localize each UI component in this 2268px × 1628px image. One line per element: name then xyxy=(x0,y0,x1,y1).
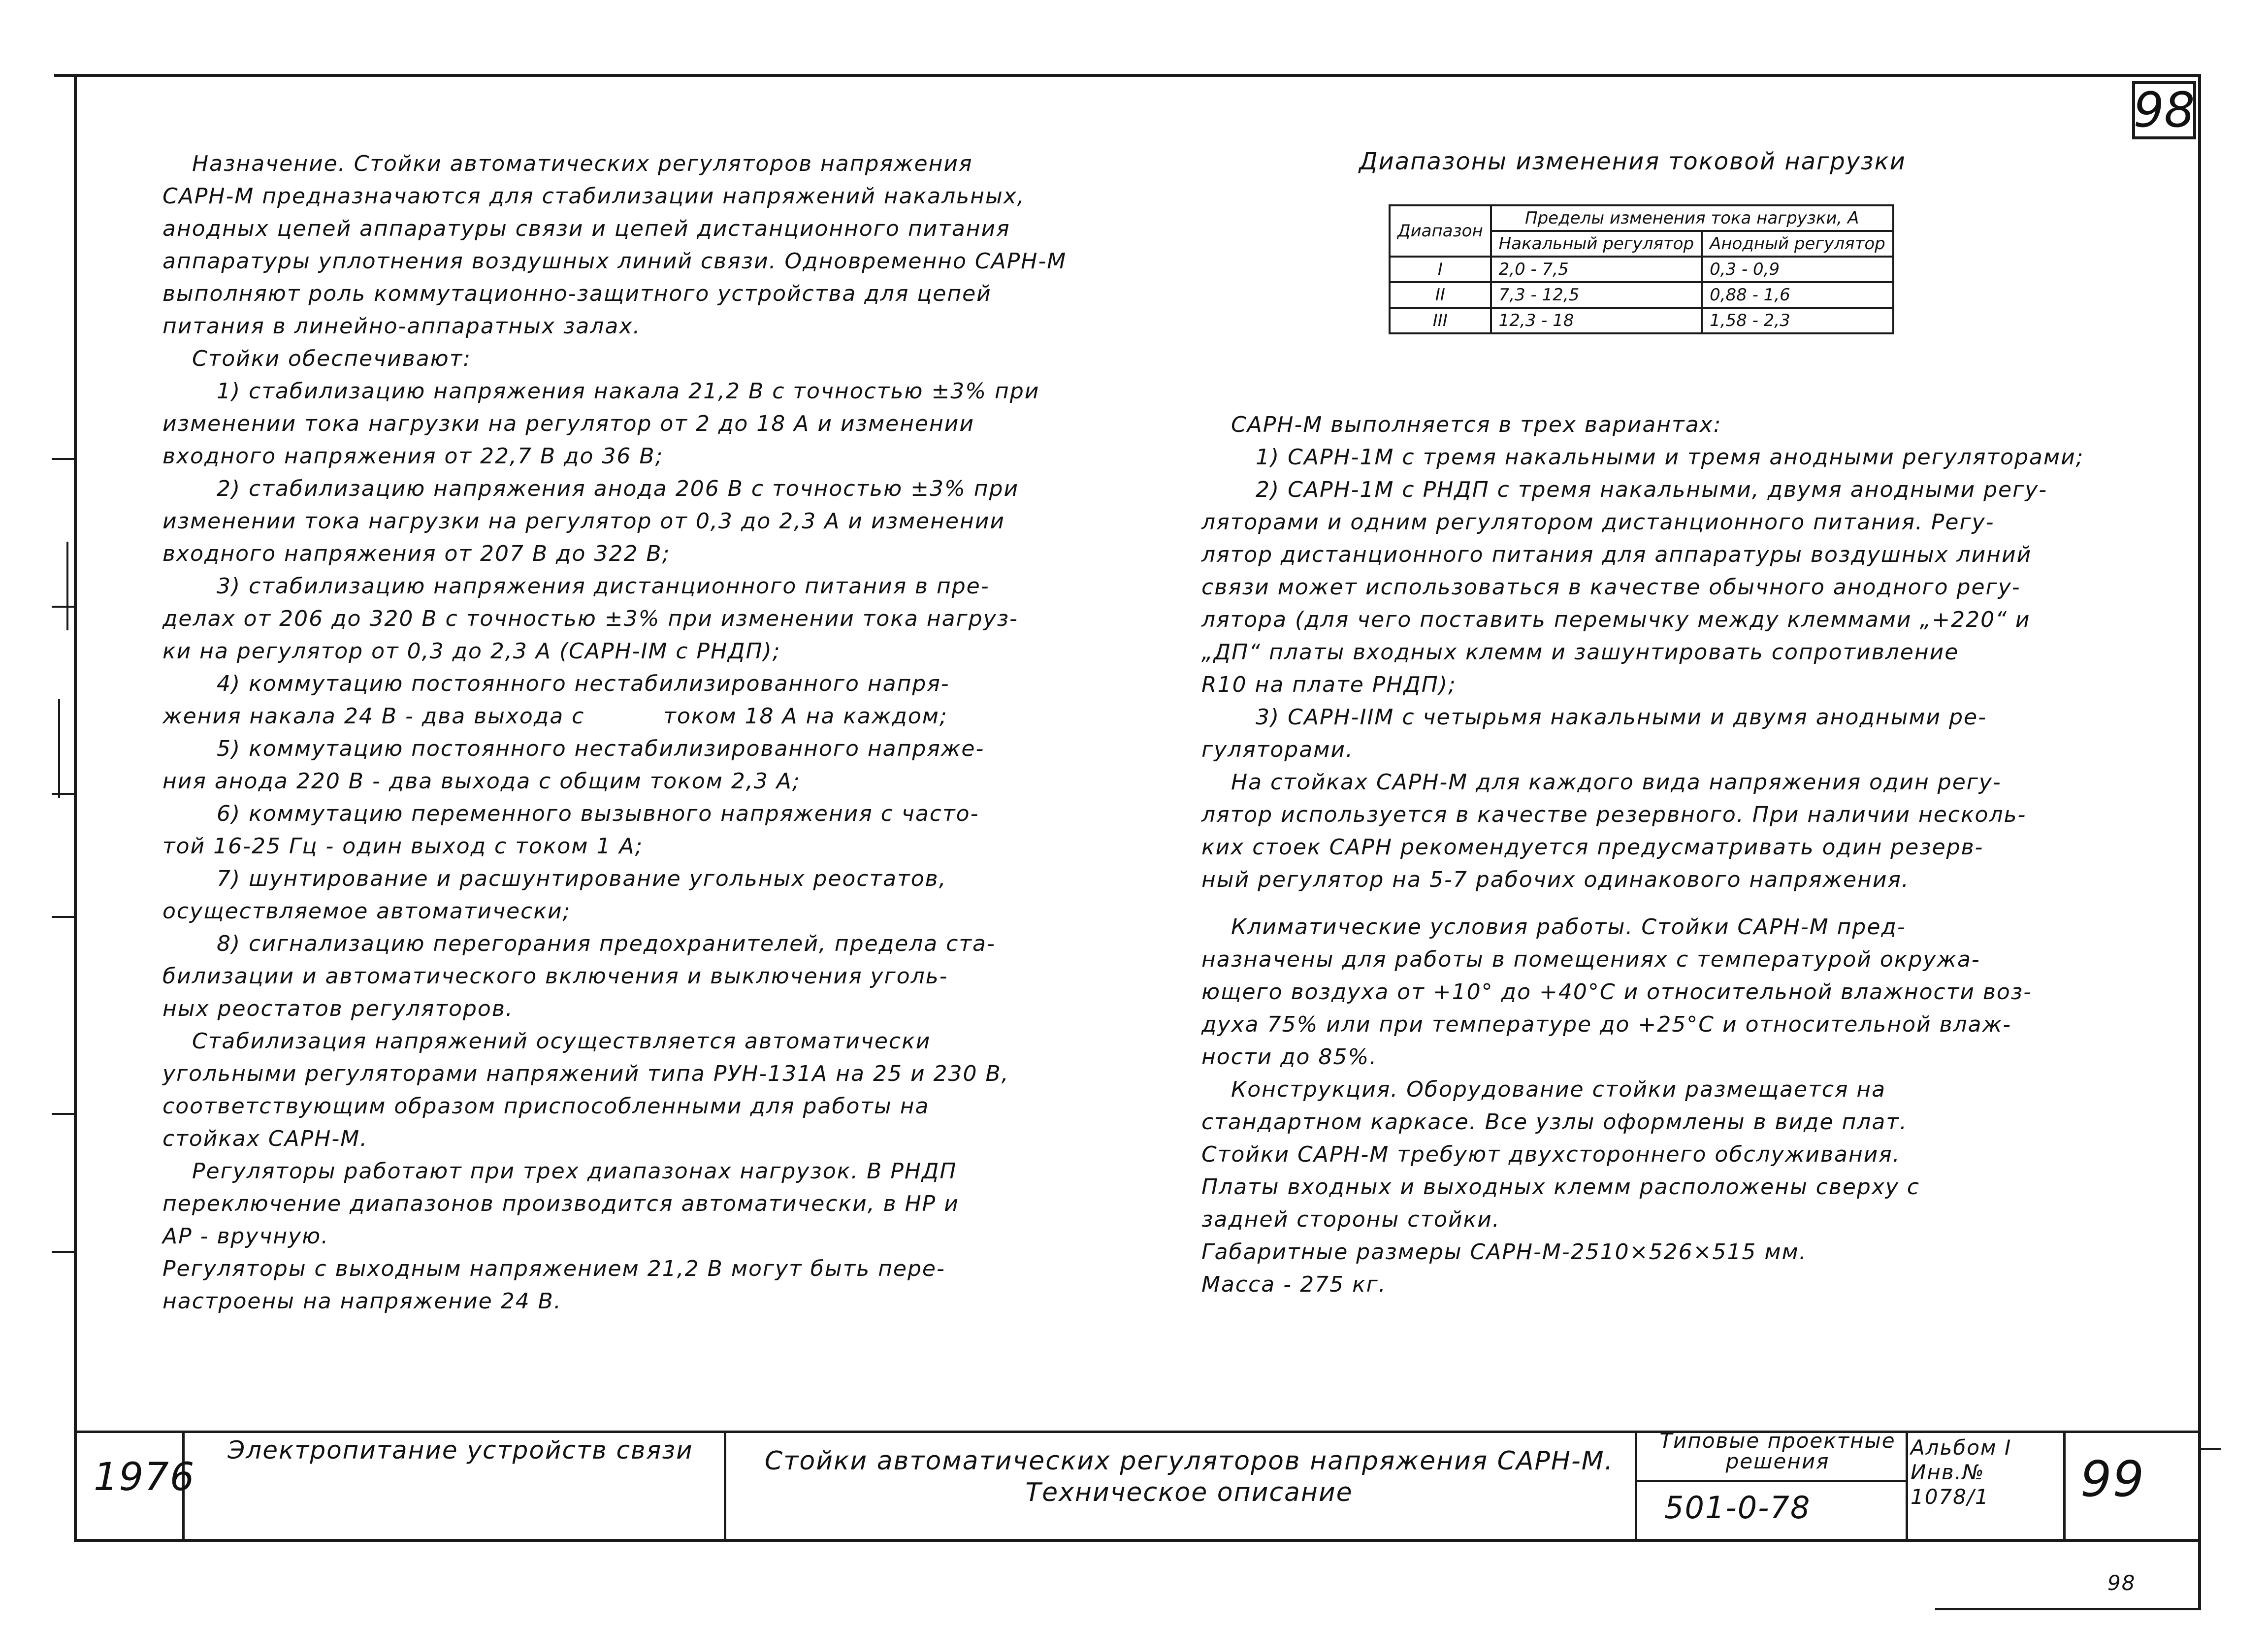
title-block-sheet-number: 99 xyxy=(2080,1450,2145,1508)
title-block-year: 1976 xyxy=(94,1455,195,1499)
bottom-page-number: 98 xyxy=(2107,1571,2136,1595)
paragraph-line: ляторами и одним регулятором дистанционного питания. Регу- xyxy=(1201,510,1995,535)
paragraph-line: входного напряжения от 207 В до 322 В; xyxy=(162,541,671,566)
paragraph-line: САРН-М выполняется в трех вариантах: xyxy=(1231,412,1722,437)
paragraph-line: 1) САРН-1М с тремя накальными и тремя анодными регуляторами; xyxy=(1256,445,2084,470)
paragraph-line: переключение диапазонов производится автоматически, в НР и xyxy=(162,1191,959,1216)
table-row xyxy=(1390,282,1893,308)
paragraph-line: изменении тока нагрузки на регулятор от 2 до 18 А и изменении xyxy=(162,411,974,436)
inv-number: 1078/1 xyxy=(1911,1485,1989,1509)
paragraph-line: Регуляторы с выходным напряжением 21,2 В могут быть пере- xyxy=(162,1256,945,1281)
paragraph-line: АР - вручную. xyxy=(162,1224,329,1249)
paragraph-line: Стойки обеспечивают: xyxy=(192,346,472,371)
paragraph-line: 3) САРН-IIМ с четырьмя накальными и двумя анодными ре- xyxy=(1256,705,1987,730)
paragraph-line: ных реостатов регуляторов. xyxy=(162,996,514,1021)
margin-tick xyxy=(52,606,74,608)
margin-tick xyxy=(52,458,74,460)
title-block-standard-label: Типовые проектные решения xyxy=(1659,1429,1896,1473)
title-block-topic: Электропитание устройств связи xyxy=(227,1436,693,1465)
paragraph-line: лятор дистанционного питания для аппаратуры воздушных линий xyxy=(1201,542,2032,567)
range-table xyxy=(1389,204,1894,334)
paragraph-line: питания в линейно-аппаратных залах. xyxy=(162,314,641,339)
table-row xyxy=(1390,257,1893,282)
cell-filament: 12,3 - 18 xyxy=(1491,308,1702,333)
paragraph-line: Масса - 275 кг. xyxy=(1201,1272,1387,1297)
margin-tick xyxy=(52,916,74,918)
paragraph-line: 7) шунтирование и расшунтирование угольных реостатов, xyxy=(217,866,947,891)
title-block-album xyxy=(1911,1435,2011,1509)
left-text-column xyxy=(162,148,1123,1318)
cell-range: III xyxy=(1390,308,1491,333)
paragraph-line: входного напряжения от 22,7 В до 36 В; xyxy=(162,444,664,469)
paragraph-line: анодных цепей аппаратуры связи и цепей дистанционного питания xyxy=(162,216,1010,241)
cell-range: I xyxy=(1390,257,1491,282)
paragraph-line: 3) стабилизацию напряжения дистанционного питания в пре- xyxy=(217,574,990,599)
paragraph-line: делах от 206 до 320 В с точностью ±3% при изменении тока нагруз- xyxy=(162,606,1018,631)
paragraph-line: назначены для работы в помещениях с температурой окружа- xyxy=(1201,947,1980,972)
paragraph-line: стандартном каркасе. Все узлы оформлены в виде плат. xyxy=(1201,1109,1908,1135)
paragraph-line: ки на регулятор от 0,3 до 2,3 А (САРН-IМ с РНДП); xyxy=(162,639,781,664)
paragraph-line: той 16-25 Гц - один выход с током 1 А; xyxy=(162,834,644,859)
tb-divider xyxy=(724,1433,726,1539)
cell-filament: 2,0 - 7,5 xyxy=(1491,257,1702,282)
paragraph-line: гуляторами. xyxy=(1201,737,1354,762)
paragraph-line: Стойки САРН-М требуют двухстороннего обслуживания. xyxy=(1201,1142,1901,1167)
cell-anode: 0,3 - 0,9 xyxy=(1702,257,1893,282)
header-limits: Пределы изменения тока нагрузки, А xyxy=(1491,205,1893,231)
paragraph-line: 2) САРН-1М с РНДП с тремя накальными, двумя анодными регу- xyxy=(1256,477,2048,502)
header-anode: Анодный регулятор xyxy=(1702,231,1893,257)
paragraph-line: „ДП“ платы входных клемм и зашунтировать сопротивление xyxy=(1201,640,1959,665)
margin-tick xyxy=(52,793,74,795)
cell-filament: 7,3 - 12,5 xyxy=(1491,282,1702,308)
table-row xyxy=(1390,308,1893,333)
paragraph-line: Габаритные размеры САРН-М-2510×526×515 мм. xyxy=(1201,1239,1807,1265)
paragraph-line: Климатические условия работы. Стойки САРН-М пред- xyxy=(1231,914,1906,940)
paragraph-line: 2) стабилизацию напряжения анода 206 В с точностью ±3% при xyxy=(217,476,1019,501)
paragraph-line: Регуляторы работают при трех диапазонах нагрузок. В РНДП xyxy=(192,1159,957,1184)
paragraph-line: ния анода 220 В - два выхода с общим током 2,3 А; xyxy=(162,769,801,794)
paragraph-line: ный регулятор на 5-7 рабочих одинакового напряжения. xyxy=(1201,867,1910,892)
paragraph-line: угольными регуляторами напряжений типа РУН-131А на 25 и 230 В, xyxy=(162,1061,1009,1086)
right-text-column xyxy=(1201,409,2162,1301)
paragraph-line: ности до 85%. xyxy=(1201,1044,1378,1070)
title-block-description xyxy=(739,1445,1640,1508)
paragraph-line: аппаратуры уплотнения воздушных линий связи. Одновременно САРН-М xyxy=(162,249,1067,274)
paragraph-line: Платы входных и выходных клемм расположены сверху с xyxy=(1201,1174,1920,1200)
paragraph-line: 6) коммутацию переменного вызывного напряжения с часто- xyxy=(217,801,979,826)
page-number-box: 98 xyxy=(2132,81,2196,139)
margin-tick xyxy=(52,1113,74,1115)
description-line: Стойки автоматических регуляторов напряжения САРН-М. xyxy=(764,1446,1614,1476)
paragraph-line: духа 75% или при температуре до +25°С и относительной влаж- xyxy=(1201,1012,2012,1037)
paragraph-line: лятор используется в качестве резервного. При наличии несколь- xyxy=(1201,802,2027,827)
margin-vline xyxy=(66,542,68,630)
album-label: Альбом I xyxy=(1911,1435,2012,1460)
paragraph-line: Конструкция. Оборудование стойки размещается на xyxy=(1231,1077,1886,1102)
frame-bottom xyxy=(74,1539,2201,1542)
paragraph-line: 4) коммутацию постоянного нестабилизированного напря- xyxy=(217,671,950,696)
tb-divider xyxy=(2063,1433,2066,1539)
paragraph-line: соответствующим образом приспособленными для работы на xyxy=(162,1094,930,1119)
description-line: Техническое описание xyxy=(1025,1478,1353,1507)
paragraph-line: задней стороны стойки. xyxy=(1201,1207,1500,1232)
sheet-bottom-line xyxy=(1935,1608,2201,1610)
paragraph-line: На стойках САРН-М для каждого вида напряжения один регу- xyxy=(1231,770,2002,795)
paragraph-line: осуществляемое автоматически; xyxy=(162,899,571,924)
paragraph-line: выполняют роль коммутационно-защитного устройства для цепей xyxy=(162,281,992,306)
cell-anode: 0,88 - 1,6 xyxy=(1702,282,1893,308)
paragraph-line: 8) сигнализацию перегорания предохранителей, предела ста- xyxy=(217,931,996,956)
paragraph-line: 5) коммутацию постоянного нестабилизированного напряже- xyxy=(217,736,985,761)
paragraph-line: ющего воздуха от +10° до +40°С и относительной влажности воз- xyxy=(1201,979,2033,1005)
range-table-title: Диапазоны изменения токовой нагрузки xyxy=(1359,148,1906,175)
frame-left xyxy=(74,74,77,1541)
paragraph-line: настроены на напряжение 24 В. xyxy=(162,1289,562,1314)
frame-right xyxy=(2198,74,2201,1610)
paragraph-line: ких стоек САРН рекомендуется предусматривать один резерв- xyxy=(1201,835,1984,860)
margin-vline xyxy=(58,699,60,798)
paragraph-line: стойках САРН-М. xyxy=(162,1126,368,1151)
margin-tick xyxy=(52,1251,74,1253)
paragraph-line: Назначение. Стойки автоматических регуляторов напряжения xyxy=(192,151,973,176)
paragraph-line: Стабилизация напряжений осуществляется автоматически xyxy=(192,1029,931,1054)
paragraph-line: связи может использоваться в качестве обычного анодного регу- xyxy=(1201,575,2021,600)
right-tick xyxy=(2201,1448,2221,1450)
tb-divider xyxy=(1635,1480,1906,1482)
title-block-series: 501-0-78 xyxy=(1664,1490,1811,1526)
header-range: Диапазон xyxy=(1390,205,1491,257)
paragraph-line: жения накала 24 В - два выхода с током 18 А на каждом; xyxy=(162,704,948,729)
header-filament: Накальный регулятор xyxy=(1491,231,1702,257)
paragraph-line: R10 на плате РНДП); xyxy=(1201,672,1457,697)
paragraph-line: 1) стабилизацию напряжения накала 21,2 В с точностью ±3% при xyxy=(217,379,1040,404)
frame-top xyxy=(54,74,2201,77)
paragraph-line: лятора (для чего поставить перемычку между клеммами „+220“ и xyxy=(1201,607,2031,632)
paragraph-line: изменении тока нагрузки на регулятор от 0,3 до 2,3 А и изменении xyxy=(162,509,1005,534)
inv-label: Инв.№ xyxy=(1911,1460,1985,1484)
paragraph-line: САРН-М предназначаются для стабилизации напряжений накальных, xyxy=(162,184,1025,209)
cell-anode: 1,58 - 2,3 xyxy=(1702,308,1893,333)
cell-range: II xyxy=(1390,282,1491,308)
paragraph-line: билизации и автоматического включения и выключения уголь- xyxy=(162,964,948,989)
